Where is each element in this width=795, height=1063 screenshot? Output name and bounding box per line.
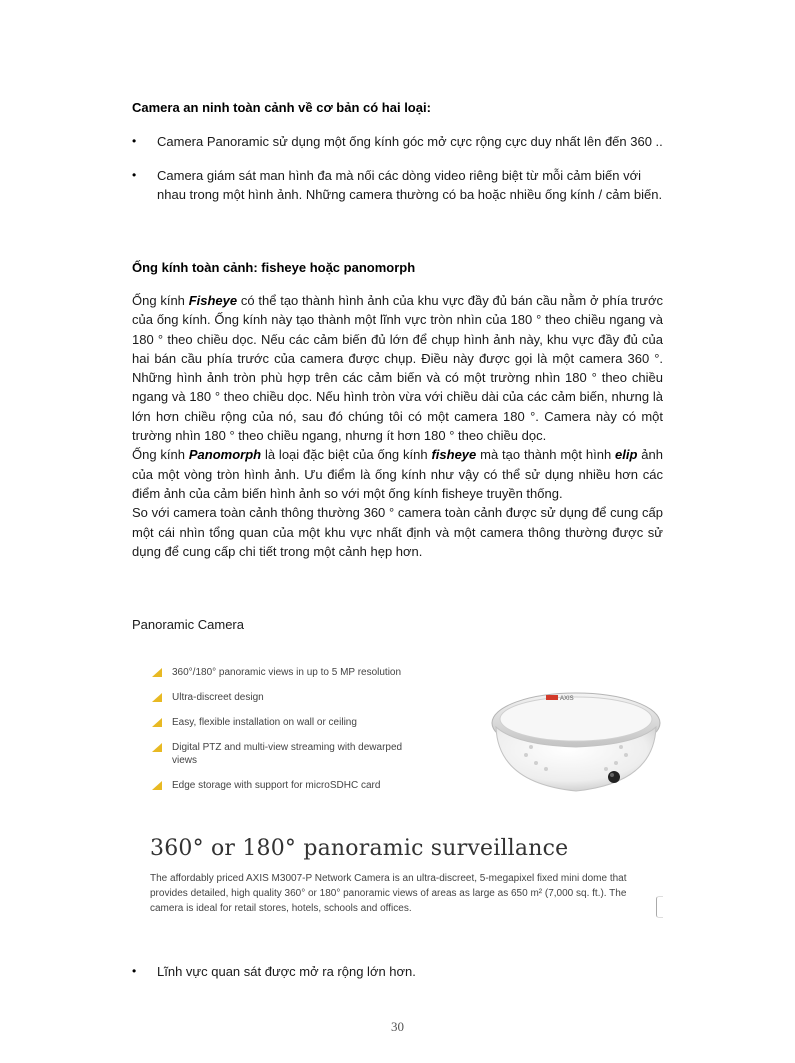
benefit-list: [132, 962, 664, 982]
triangle-bullet-icon: [152, 781, 162, 790]
list-item: • Camera giám sát man hình đa mà nối các dòng video riêng biệt từ mỗi cảm biến với nhau trong một hình ảnh. Những camera thường có ba hoặc nhiều ống kính / cảm biến.: [132, 166, 664, 205]
figure-caption: Panoramic Camera: [132, 617, 244, 632]
triangle-bullet-icon: [152, 668, 162, 677]
product-description: The affordably priced AXIS M3007-P Network Camera is an ultra-discreet, 5-megapixel fixed mini dome that provides detailed, high quality 360° or 180° panoramic views of areas as large as 650 m² (7,000 sq. ft.). The camera is ideal for retail stores, hotels, schools and offices.: [150, 873, 627, 914]
list-item: • Camera Panoramic sử dụng một ống kính góc mở cực rộng cực duy nhất lên đến 360 ..: [132, 132, 664, 152]
product-image: [143, 658, 665, 926]
feature-item: Ultra-discreet design: [150, 691, 440, 704]
divider: [656, 896, 663, 918]
product-title: 360° or 180° panoramic surveillance: [150, 836, 569, 861]
feature-item: Digital PTZ and multi-view streaming with dewarped views: [150, 741, 407, 767]
svg-text:AXIS: AXIS: [560, 696, 574, 702]
feature-item: Easy, flexible installation on wall or ceiling: [150, 716, 440, 729]
list-item: • Lĩnh vực quan sát được mở ra rộng lớn hơn.: [132, 962, 664, 982]
feature-list: [150, 666, 440, 804]
feature-item: 360°/180° panoramic views in up to 5 MP resolution: [150, 666, 440, 679]
triangle-bullet-icon: [152, 743, 162, 752]
triangle-bullet-icon: [152, 693, 162, 702]
section-heading-camera-types: Camera an ninh toàn cảnh về cơ bản có hai loại:: [132, 100, 431, 115]
paragraph-fisheye: Ống kính Fisheye có thể tạo thành hình ảnh của khu vực đầy đủ bán cầu nằm ở phía trước của ống kính. Ống kính này tạo thành một lĩnh vực tròn nhìn của 180 ° theo chiều ngang và 180 ° theo chiều dọc. Nếu các cảm biến đủ lớn để chụp hình ảnh này, khu vực đầy đủ của hai bán cầu phía trước của camera được chụp. Điều này được gọi là một camera 360 °. Những hình ảnh tròn phù hợp trên các cảm biến và có một trường nhìn 180 ° theo chiều ngang và 180 ° theo chiều dọc. Nếu hình tròn vừa với chiều dài của các cảm biến, nhưng là lớn hơn chiều rộng của nó, sau đó chúng tôi có một camera 180 °. Camera này có một trường nhìn 180 ° theo chiều ngang, nhưng ít hơn 180 ° theo chiều dọc. Ống kính Panomorph là loại đặc biệt của ống kính fisheye mà tạo thành một hình elip ảnh của một vòng tròn hình ảnh. Ưu điểm là ống kính như vậy có thể sử dụng nhiều hơn các điểm ảnh của cảm biến hình ảnh so với một ống kính fisheye truyền thống. So với camera toàn cảnh thông thường 360 ° camera toàn cảnh được sử dụng để cung cấp một cái nhìn tổng quan của một khu vực nhất định và một camera thông thường được sử dụng để cung cấp chi tiết trong một cảnh hẹp hơn.: [132, 293, 663, 559]
camera-types-list: [132, 132, 664, 205]
page-number: 30: [391, 1019, 404, 1034]
feature-item: Edge storage with support for microSDHC card: [150, 779, 440, 792]
dome-camera-icon: [486, 683, 666, 798]
triangle-bullet-icon: [152, 718, 162, 727]
section-heading-lens: Ống kính toàn cảnh: fisheye hoặc panomorph: [132, 260, 416, 275]
